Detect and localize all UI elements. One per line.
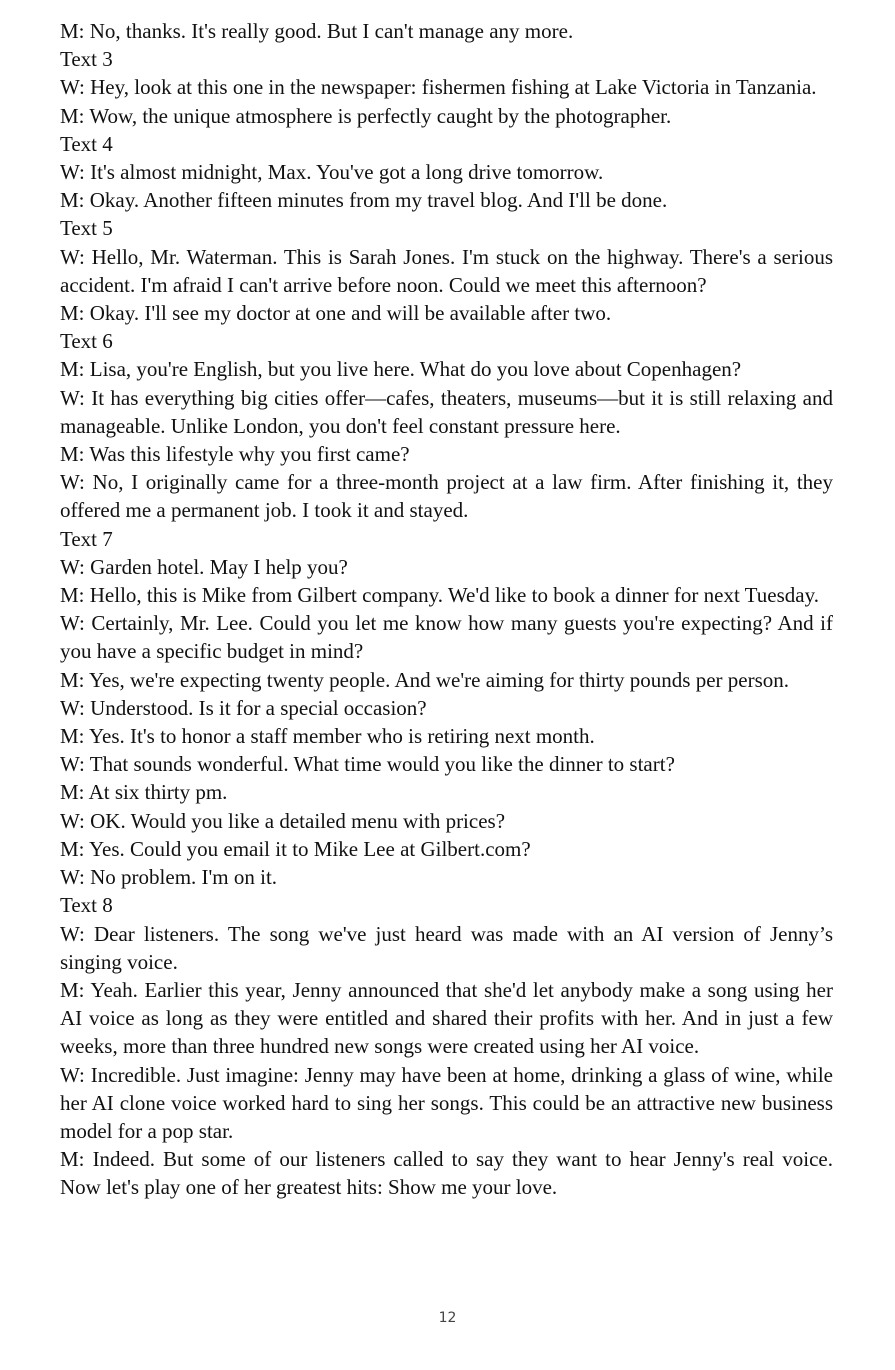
dialogue-line: M: At six thirty pm.	[60, 780, 228, 805]
section-heading-text-4: Text 4	[60, 131, 113, 156]
dialogue-line: W: Hey, look at this one in the newspaper: fishermen fishing at Lake Victoria in Tanzania.	[60, 75, 817, 100]
dialogue-line: W: Dear listeners. The song we've just heard was made with an AI version of Jenny’s singing voice.	[60, 921, 833, 974]
dialogue-line: W: No, I originally came for a three-month project at a law firm. After finishing it, they offered me a permanent job. I took it and stayed.	[60, 470, 833, 523]
dialogue-line: W: Understood. Is it for a special occasion?	[60, 695, 427, 720]
dialogue-line: M: Yes, we're expecting twenty people. And we're aiming for thirty pounds per person.	[60, 667, 790, 692]
dialogue-line: M: Indeed. But some of our listeners called to say they want to hear Jenny's real voice. Now let's play one of her greatest hits: Show me your love.	[60, 1147, 833, 1200]
dialogue-line: W: OK. Would you like a detailed menu with prices?	[60, 808, 506, 833]
dialogue-line: M: Lisa, you're English, but you live here. What do you love about Copenhagen?	[60, 357, 742, 382]
dialogue-line: M: Yes. It's to honor a staff member who is retiring next month.	[60, 724, 595, 749]
dialogue-line: M: Okay. Another fifteen minutes from my travel blog. And I'll be done.	[60, 188, 668, 213]
dialogue-line: W: Incredible. Just imagine: Jenny may have been at home, drinking a glass of wine, while her AI clone voice worked hard to sing her songs. This could be an attractive new business model for a pop star.	[60, 1062, 833, 1143]
dialogue-line: W: That sounds wonderful. What time would you like the dinner to start?	[60, 752, 675, 777]
dialogue-line: W: Garden hotel. May I help you?	[60, 554, 348, 579]
dialogue-line: W: It's almost midnight, Max. You've got a long drive tomorrow.	[60, 160, 604, 185]
page-number: 12	[438, 1310, 457, 1326]
dialogue-line: W: Certainly, Mr. Lee. Could you let me know how many guests you're expecting? And if you have a specific budget in mind?	[60, 611, 833, 664]
dialogue-line: M: Yes. Could you email it to Mike Lee at Gilbert.com?	[60, 836, 531, 861]
dialogue-line: W: No problem. I'm on it.	[60, 865, 278, 890]
dialogue-line: M: Wow, the unique atmosphere is perfectly caught by the photographer.	[60, 103, 672, 128]
dialogue-line: M: Yeah. Earlier this year, Jenny announced that she'd let anybody make a song using her AI voice as long as they were entitled and shared their profits with her. And in just a few weeks, more than three hundred new songs were created using her AI voice.	[60, 977, 833, 1059]
dialogue-line: W: Hello, Mr. Waterman. This is Sarah Jones. I'm stuck on the highway. There's a serious accident. I'm afraid I can't arrive before noon. Could we meet this afternoon?	[60, 244, 833, 297]
section-heading-text-7: Text 7	[60, 526, 113, 551]
transcript-page	[60, 17, 833, 1202]
dialogue-line: M: Hello, this is Mike from Gilbert company. We'd like to book a dinner for next Tuesday.	[60, 583, 819, 608]
dialogue-line: M: No, thanks. It's really good. But I can't manage any more.	[60, 19, 574, 43]
dialogue-line: W: It has everything big cities offer—cafes, theaters, museums—but it is still relaxing and manageable. Unlike London, you don't feel constant pressure here.	[60, 385, 833, 438]
section-heading-text-8: Text 8	[60, 893, 113, 918]
dialogue-line: M: Okay. I'll see my doctor at one and will be available after two.	[60, 301, 612, 326]
section-heading-text-6: Text 6	[60, 329, 113, 354]
section-heading-text-3: Text 3	[60, 47, 113, 72]
dialogue-line: M: Was this lifestyle why you first came?	[60, 442, 410, 467]
section-heading-text-5: Text 5	[60, 216, 113, 241]
